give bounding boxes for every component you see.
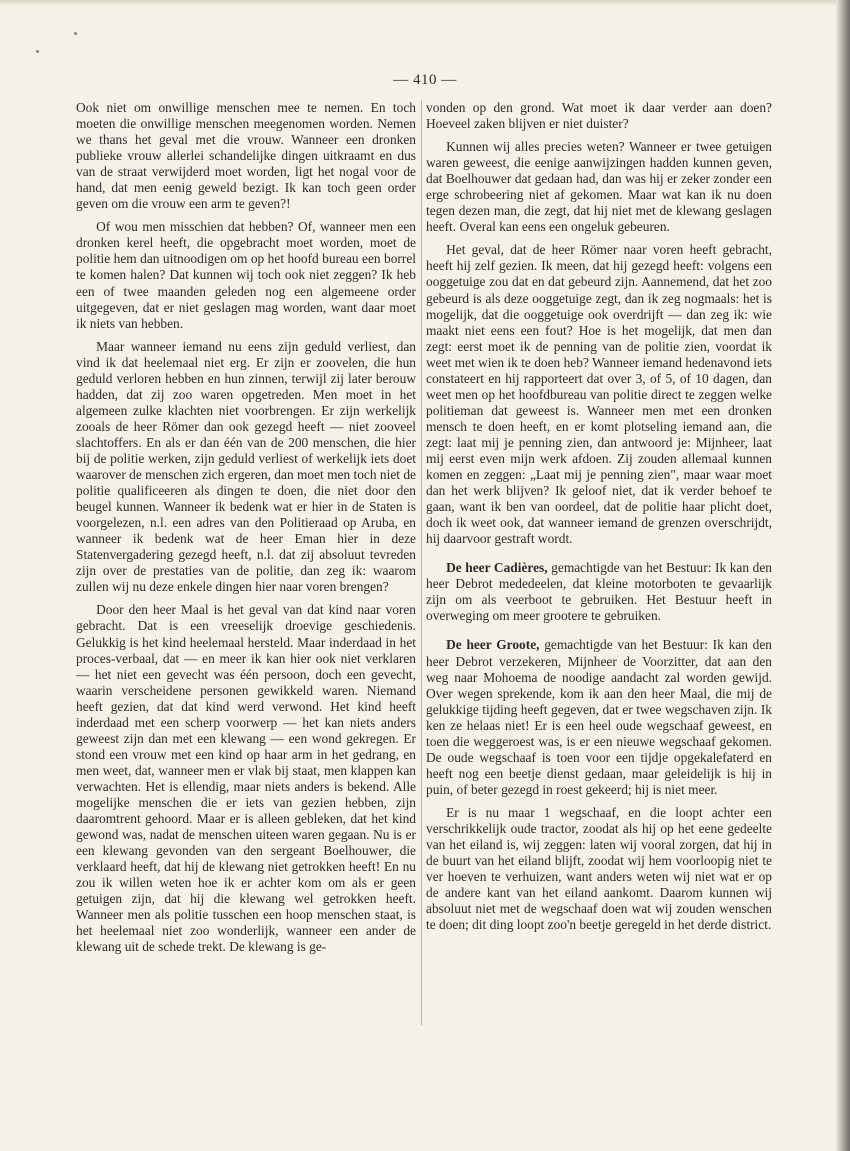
page-edge-top [0, 0, 850, 6]
column-divider [421, 100, 422, 1025]
speck [36, 50, 39, 53]
right-column [426, 100, 772, 940]
left-column [76, 100, 416, 962]
paragraph: Of wou men misschien dat hebben? Of, wanneer men een dronken kerel heeft, die opgebracht moet worden, moet de politie hem dan uitnoodigen om op het hoofd bureau een borrel te komen halen? Dat kunnen wij toch ook niet zeggen? Ik heb een of twee maanden geleden nog een algemeene order uitgegeven, dat er niet geslagen mag worden, want daar moet ik niets van hebben. [76, 219, 416, 331]
page-edge-right [836, 0, 850, 1151]
speaker-name: De heer Groote, [446, 637, 540, 653]
speech-text: gemachtigde van het Bestuur: Ik kan den heer Debrot mededeelen, dat kleine motorboten te gevaarlijk zijn om als veerboot te gebruiken. Het Bestuur heeft in overweging om meer grootere te gebruiken. [426, 560, 772, 624]
speech-text: gemachtigde van het Bestuur: Ik kan den heer Debrot verzekeren, Mijnheer de Voorzitter, dat aan den weg naar Mohoema de noodige aandacht zal worden gewijd. Over wegen sprekende, kom ik aan den heer Maal, die mij de gelukkige tijding heeft gegeven, dat er twee wegschaven zijn. Ik ken ze helaas niet! Er is een heel oude wegschaaf geweest, en toen die weggeroest was, is er een nieuwe wegschaaf gekomen. De oude wegschaaf is toen voor een tijdje opgekalefaterd en heeft nog een beetje dienst gedaan, maar geleidelijk is hij in puin, of beter gezegd in roest gekeerd; hij is niet meer. [426, 637, 772, 797]
speck [74, 32, 77, 35]
speaker-name: De heer Cadières, [446, 560, 548, 576]
paragraph: Het geval, dat de heer Römer naar voren heeft gebracht, heeft hij zelf gezien. Ik meen, dat hij gezegd heeft: volgens een ooggetuige zou dat en dat gebeurd zijn. Aannemend, dat het zoo gebeurd is als deze ooggetuige zegt, dan ik zeg nogmaals: het is mogelijk, dat die ooggetuige ook overdrijft — dan zeg ik: wie maakt niet eens een fout? Hoe is het mogelijk, dat men dan zegt: eerst moet ik de penning van de politie zien, voordat ik weet met wien ik te doen heb? Wanneer iemand hedenavond iets constateert en hij rapporteert dat over 3, of 5, of 10 dagen, dan weet men op het hoofdbureau van politie direct te zeggen welke politieman dat geweest is. Wanneer men met een dronken mensch te doen heeft, en er komt plotseling iemand aan, die zegt: laat mij je penning zien, dan antwoord je: Mijnheer, laat mij eerst even mijn werk afdoen. Zij zouden allemaal kunnen komen en zeggen: „Laat mij je penning zien", maar waar moet dan het werk blijven? Ik geloof niet, dat ik verder behoef te gaan, want ik ben van oordeel, dat de politie haar plicht doet, doch ik weet ook, dat wanneer iemand de grenzen overschrijdt, hij daarvoor gestraft wordt. [426, 242, 772, 547]
paragraph: Kunnen wij alles precies weten? Wanneer er twee getuigen waren geweest, die eenige aanwijzingen hadden kunnen geven, dat Boelhouwer dat gedaan had, dan was hij er zeker zonder een erge schrobeering niet af gekomen. Maar wat kan ik nu doen tegen dezen man, die zegt, dat hij niet met de klewang geslagen heeft. Overal kan eens een ongeluk gebeuren. [426, 139, 772, 235]
page-number: — 410 — [393, 72, 457, 88]
paragraph: Door den heer Maal is het geval van dat kind naar voren gebracht. Dat is een vreeselijk droevige geschiedenis. Gelukkig is het kind heelemaal hersteld. Maar inderdaad in het proces-verbaal, dat — en meer ik kan hier ook niet verklaren — het niet een gevecht was één persoon, doch een gevecht, waarin verscheidene personen gewikkeld waren. Niemand heeft gezien, dat dat kind werd verwond. Het kind heeft inderdaad met een scherp voorwerp — het kan niets anders geweest zijn dan met een klewang — een wond gekregen. Er stond een vrouw met een kind op haar arm in het gedrang, en men weet, dat, wanneer men er vlak bij staat, men klappen kan verwachten. Het is ellendig, maar niets anders is bekend. Alle mogelijke menschen die er iets van gezien hebben, zijn daaromtrent gehoord. Maar er is alleen gebleken, dat het kind gewond was, nadat de menschen uiteen waren gegaan. Nu is er een klewang gevonden van den sergeant Boelhouwer, die verklaard heeft, dat hij de klewang niet getrokken heeft! En nu zou ik willen weten hoe ik er achter kom om als er geen getuigen zijn, dat hij die klewang wel getrokken heeft. Wanneer men als politie tusschen een hoop menschen staat, is het heelemaal niet zoo wonderlijk, wanneer een ander de klewang uit de schede trekt. De klewang is ge- [76, 602, 416, 955]
paragraph: Maar wanneer iemand nu eens zijn geduld verliest, dan vind ik dat heelemaal niet erg. Er zijn er zoovelen, die hun geduld verloren hebben en hun zinnen, terwijl zij later berouw hadden, dat zij zoo waren opgetreden. Men moet in het algemeen zulke klachten niet voorbrengen. Er zijn werkelijk zooals de heer Römer dan ook gezegd heeft — niet zooveel slachtoffers. En als er dan één van de 200 menschen, die hier bij de politie werken, zijn geduld verliest of werkelijk iets doet waarover de menschen zich ergeren, dan moet men toch niet de politie qualificeeren als dingen te doen, die niet door den beugel kunnen. Wanneer ik bedenk wat er hier in de Staten is voorgelezen, n.l. een adres van den Politieraad op Aruba, en wanneer ik bedenk wat de heer Eman hier in deze Statenvergadering gezegd heeft, n.l. dat zij absoluut tevreden zijn over de prestaties van de politie, dan zeg ik: waarom zullen wij nu deze enkele dingen hier naar voren brengen? [76, 338, 416, 595]
speech-cadieres [426, 560, 772, 624]
speech-groote [426, 637, 772, 797]
paragraph: Er is nu maar 1 wegschaaf, en die loopt achter een verschrikkelijk oude tractor, zoodat als hij op het eene gedeelte van het eiland is, wij zeggen: laten wij vooral zorgen, dat hij in de buurt van het eiland blijft, zoodat wij hem voorloopig niet te ver hoeven te verhuizen, want anders weten wij niet wat er op de andere kant van het eiland aankomt. Daarom kunnen wij absoluut niet met de wegschaaf doen wat wij zouden wenschen te doen; dit ding loopt zoo'n beetje geregeld in het derde district. [426, 804, 772, 933]
paragraph: vonden op den grond. Wat moet ik daar verder aan doen? Hoeveel zaken blijven er niet duister? [426, 100, 772, 132]
paragraph: Ook niet om onwillige menschen mee te nemen. En toch moeten die onwillige menschen meegenomen worden. Nemen we thans het geval met die vrouw. Wanneer een dronken publieke vrouw allerlei schandelijke dingen uitkraamt en dus van de straat verwijderd moet worden, ligt het nogal voor de hand, dat men eenig geweld bezigt. Ik kan toch geen order geven om die vrouw een arm te geven?! [76, 100, 416, 212]
